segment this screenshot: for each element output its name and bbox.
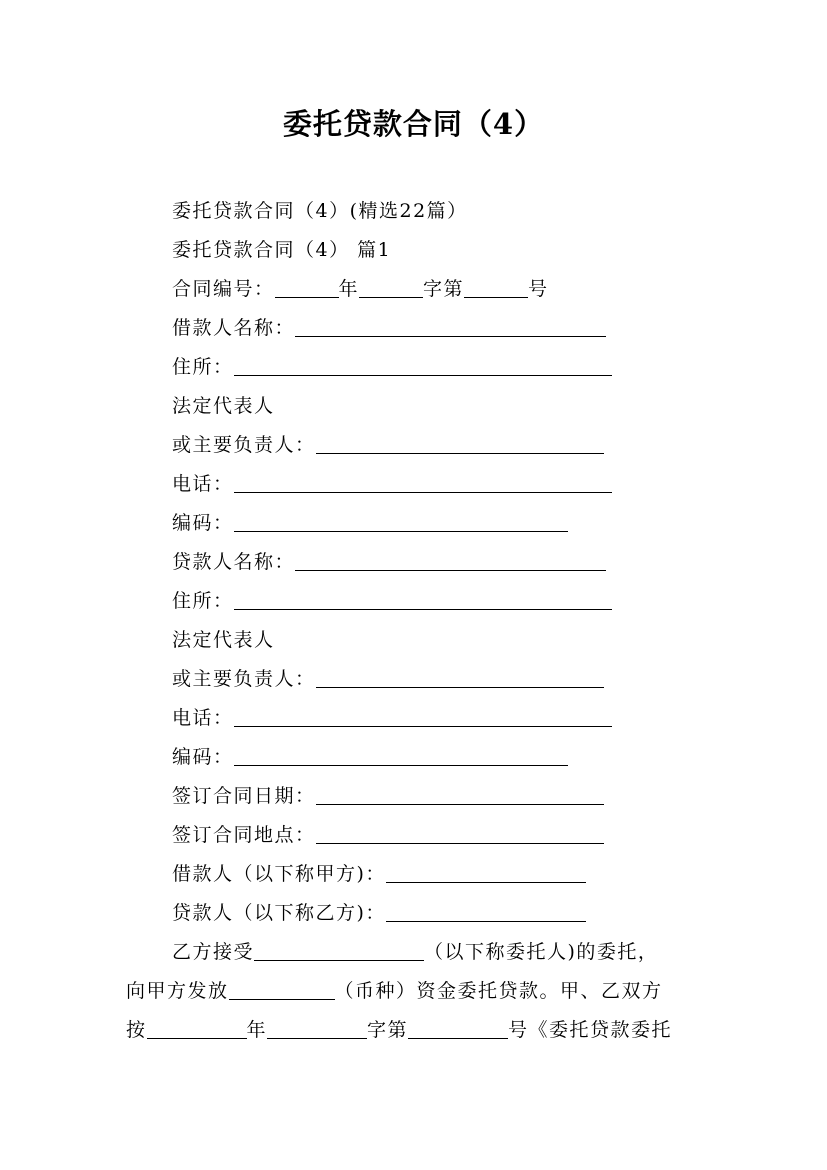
contract-number-blank-2[interactable] — [359, 279, 423, 298]
lender-name-line — [172, 549, 606, 575]
paragraph-3-blank-1[interactable] — [147, 1020, 247, 1039]
borrower-name-line — [172, 315, 606, 341]
lender-name-label: 贷款人名称： — [172, 551, 296, 573]
lender-phone-label: 电话： — [172, 707, 234, 729]
borrower-phone-label: 电话： — [172, 473, 234, 495]
lender-address-line — [172, 588, 612, 614]
amount-blank[interactable] — [229, 981, 335, 1000]
lender-legal-rep: 法定代表人 — [172, 629, 275, 651]
paragraph-3-blank-3[interactable] — [408, 1020, 508, 1039]
lender-phone-line — [172, 705, 612, 731]
contract-number-label: 合同编号： — [172, 278, 275, 300]
borrower-address-line — [172, 354, 612, 380]
lender-party-line — [172, 900, 586, 926]
lender-code-label: 编码： — [172, 746, 234, 768]
paragraph-line-1 — [172, 939, 658, 965]
borrower-phone-blank[interactable] — [234, 474, 612, 493]
borrower-party-label: 借款人（以下称甲方)： — [172, 863, 386, 885]
paragraph-1-text-a: 乙方接受 — [172, 941, 255, 963]
paragraph-3-text-b: 年 — [246, 1019, 268, 1041]
consignor-blank[interactable] — [254, 942, 424, 961]
contract-number-blank-1[interactable] — [275, 279, 339, 298]
paragraph-3-blank-2[interactable] — [267, 1020, 367, 1039]
borrower-code-line — [172, 510, 568, 536]
contract-number-hao: 号 — [528, 278, 549, 300]
lender-principal-line — [172, 666, 604, 692]
sign-place-blank[interactable] — [316, 825, 604, 844]
lender-phone-blank[interactable] — [234, 708, 612, 727]
document-title: 委托贷款合同（4） — [282, 107, 545, 141]
borrower-name-label: 借款人名称： — [172, 317, 296, 339]
section-heading: 委托贷款合同（4） 篇1 — [172, 239, 392, 261]
contract-number-zi: 字第 — [423, 278, 465, 300]
borrower-principal-line — [172, 432, 604, 458]
borrower-legal-rep: 法定代表人 — [172, 395, 275, 417]
paragraph-3-text-d: 号《委托贷款委托 — [508, 1019, 673, 1041]
paragraph-line-2 — [126, 978, 704, 1004]
sign-place-line — [172, 822, 604, 848]
borrower-phone-line — [172, 471, 612, 497]
lender-name-blank[interactable] — [295, 552, 606, 571]
paragraph-1-text-b: （以下称委托人)的委托， — [424, 941, 659, 963]
sign-date-label: 签订合同日期： — [172, 785, 316, 807]
contract-number-blank-3[interactable] — [464, 279, 528, 298]
borrower-address-blank[interactable] — [234, 357, 612, 376]
contract-number-line — [172, 276, 549, 302]
paragraph-3-text-c: 字第 — [367, 1019, 409, 1041]
borrower-party-line — [172, 861, 586, 887]
lender-address-label: 住所： — [172, 590, 234, 612]
borrower-code-label: 编码： — [172, 512, 234, 534]
document-subtitle: 委托贷款合同（4）(精选22篇） — [172, 200, 468, 222]
lender-code-blank[interactable] — [234, 747, 568, 766]
lender-address-blank[interactable] — [234, 591, 612, 610]
lender-code-line — [172, 744, 568, 770]
borrower-name-blank[interactable] — [295, 318, 606, 337]
lender-principal-label: 或主要负责人： — [172, 668, 316, 690]
contract-number-year: 年 — [338, 278, 360, 300]
lender-principal-blank[interactable] — [316, 669, 604, 688]
paragraph-2-text-a: 向甲方发放 — [126, 980, 229, 1002]
borrower-principal-label: 或主要负责人： — [172, 434, 316, 456]
paragraph-line-3 — [126, 1017, 704, 1043]
sign-date-line — [172, 783, 604, 809]
lender-party-label: 贷款人（以下称乙方)： — [172, 902, 386, 924]
borrower-address-label: 住所： — [172, 356, 234, 378]
sign-date-blank[interactable] — [316, 786, 604, 805]
lender-party-blank[interactable] — [386, 903, 586, 922]
paragraph-3-text-a: 按 — [126, 1019, 147, 1041]
borrower-party-blank[interactable] — [386, 864, 586, 883]
borrower-principal-blank[interactable] — [316, 435, 604, 454]
sign-place-label: 签订合同地点： — [172, 824, 316, 846]
paragraph-2-text-b: （币种）资金委托贷款。甲、乙双方 — [334, 980, 663, 1002]
borrower-code-blank[interactable] — [234, 513, 568, 532]
